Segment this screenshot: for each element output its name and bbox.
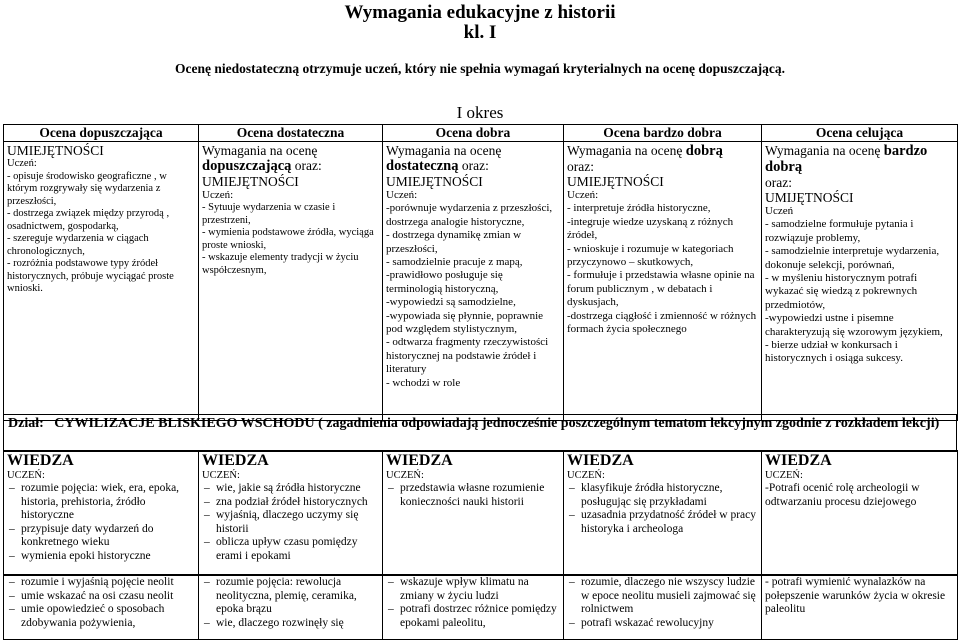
knowledge-item: – uzasadnia przydatność źródeł w pracy historyka i archeologa (567, 509, 758, 536)
heading-pre: Wymagania na ocenę (202, 143, 318, 158)
knowledge-cell (383, 451, 564, 576)
requirement-line: - formułuje i przedstawia własne opinie na forum publicznym , w debatach i dyskusjach, (567, 269, 755, 309)
heading-post: oraz: (567, 159, 594, 174)
section-label: Dział: (8, 416, 44, 431)
knowledge-item: – przypisuje daty wydarzeń do konkretnego wieku (7, 523, 195, 550)
knowledge-item: -Potrafi ocenić rolę archeologii w odtwarzaniu procesu dziejowego (765, 482, 920, 508)
heading-pre: Wymagania na ocenę (386, 143, 502, 158)
skills-heading: UMIJĘTNOŚCI (765, 190, 854, 205)
uczen-label: UCZEŃ: (386, 470, 424, 481)
column-heading (765, 143, 954, 190)
requirements-cell (199, 142, 383, 421)
grade-header-row (4, 125, 958, 142)
knowledge-cell (564, 451, 762, 576)
section-title: CYWILIZACJE BLISKIEGO WSCHODU ( zagadnienia odpowiadają jednocześnie poszczególnym tematom lekcyjnym zgodnie z rozkładem lekcji) (54, 416, 940, 431)
heading-grade: bardzo dobrą (765, 143, 928, 175)
knowledge-heading: WIEDZA (7, 452, 74, 469)
period-heading: I okres (456, 103, 504, 122)
knowledge-heading: WIEDZA (567, 452, 634, 469)
requirement-line: - bierze udział w konkursach i historycznych i osiąga sukcesy. (765, 339, 903, 365)
knowledge-heading: WIEDZA (765, 452, 832, 469)
requirement-line: - dostrzega związek między przyrodą , osadnictwem, gospodarką, (7, 208, 170, 232)
requirement-line: -wypowiedzi są samodzielne, (386, 296, 516, 309)
column-heading (386, 143, 560, 174)
knowledge-item: – umie wskazać na osi czasu neolit (7, 590, 195, 604)
requirement-line: - Sytuuje wydarzenia w czasie i przestrzeni, (202, 202, 336, 226)
knowledge-cell (199, 575, 383, 640)
heading-post: oraz: (461, 158, 489, 173)
requirement-line: - samodzielnie interpretuje wydarzenia, dokonuje selekcji, porównań, (765, 245, 940, 271)
page-title: Wymagania edukacyjne z historii (344, 2, 616, 23)
knowledge-item: – rozumie pojęcia: wiek, era, epoka, historia, prehistoria, źródło historyczne (7, 482, 195, 523)
knowledge-item: – rozumie pojęcia: rewolucja neolityczna, plemię, ceramika, epoka brązu (202, 576, 379, 617)
knowledge-item: – oblicza upływ czasu pomiędzy erami i epokami (202, 536, 379, 563)
grade-header: Ocena dobra (383, 125, 564, 142)
requirement-line: - wymienia podstawowe źródła, wyciąga proste wnioski, (202, 227, 374, 251)
knowledge-item: - potrafi wymienić wynalazków na połepszenie warunków życia w okresie paleolitu (765, 576, 946, 615)
uczen-label: Uczeń: (202, 189, 234, 201)
requirement-line: -wypowiada się płynnie, poprawnie pod względem stylistycznym, (386, 309, 544, 336)
uczen-label: Uczeń: (567, 189, 599, 201)
requirement-line: -dostrzega ciągłość i zmienność w różnych formach życia społecznego (567, 309, 757, 336)
requirement-line: - odtwarza fragmenty rzeczywistości historycznej na podstawie źródeł i literatury (386, 336, 549, 376)
knowledge-heading: WIEDZA (202, 452, 269, 469)
requirement-line: -porównuje wydarzenia z przeszłości, dostrzega analogie historyczne, (386, 202, 553, 228)
section-table (3, 414, 957, 452)
heading-post: oraz: (294, 158, 322, 173)
grade-header: Ocena dostateczna (199, 125, 383, 142)
requirement-line: - interpretuje źródła historyczne, (567, 202, 711, 215)
knowledge-item: – potrafi dostrzec różnice pomiędzy epokami paleolitu, (386, 603, 560, 630)
heading-grade: dobrą (685, 143, 723, 159)
requirements-cell (564, 142, 762, 421)
intro-text: Ocenę niedostateczną otrzymuje uczeń, który nie spełnia wymagań kryterialnych na ocenę dopuszczającą. (174, 61, 786, 76)
knowledge-item: – przedstawia własne rozumienie konieczności nauki historii (386, 482, 560, 509)
requirement-line: - samodzielnie pracuje z mapą, (386, 256, 523, 269)
uczen-label: Uczeń: (386, 189, 418, 201)
uczen-label: UCZEŃ: (7, 470, 45, 481)
uczen-label: Uczeń: (7, 158, 37, 169)
grade-header: Ocena dopuszczająca (4, 125, 199, 142)
knowledge-item: – wie, jakie są źródła historyczne (202, 482, 379, 496)
knowledge-cell (383, 575, 564, 640)
knowledge-item: – klasyfikuje źródła historyczne, posługując się przykładami (567, 482, 758, 509)
requirements-cell (762, 142, 958, 421)
skills-heading: UMIEJĘTNOŚCI (7, 143, 104, 158)
heading-pre: Wymagania na ocenę (765, 143, 881, 158)
requirement-line: - dostrzega dynamikę zmian w przeszłości, (386, 229, 522, 255)
heading-post: oraz: (765, 175, 792, 190)
requirement-line: - opisuje środowisko geograficzne , w którym rozgrywały się wydarzenia z przeszłości, (7, 170, 167, 207)
uczen-label: UCZEŃ: (567, 470, 605, 481)
knowledge-cell (4, 451, 199, 576)
requirement-line: -prawidłowo posługuje się terminologią historyczną, (386, 269, 503, 295)
skills-heading: UMIEJĘTNOŚCI (567, 174, 664, 189)
skills-heading: UMIEJĘTNOŚCI (386, 174, 483, 189)
knowledge-item: – wymienia epoki historyczne (7, 550, 195, 564)
knowledge-cell (4, 575, 199, 640)
requirements-row (4, 142, 958, 421)
requirement-line: - rozróżnia podstawowe typy źródeł historycznych, próbuje wyciągać proste wnioski. (7, 258, 174, 294)
requirement-line: -wypowiedzi ustne i pisemne charakteryzują się wzorowym językiem, (765, 312, 943, 338)
requirement-line: - w myśleniu historycznym potrafi wykazać się wiedzą z pokrewnych przedmiotów, (765, 272, 918, 311)
heading-grade: dopuszczającą (202, 158, 292, 174)
knowledge-cell (199, 451, 383, 576)
knowledge-cell (762, 575, 958, 640)
requirement-line: - wskazuje elementy tradycji w życiu współczesnym, (202, 252, 359, 276)
skills-heading: UMIEJĘTNOŚCI (202, 174, 299, 189)
page-subtitle: kl. I (463, 22, 497, 43)
heading-grade: dostateczną (386, 158, 459, 174)
knowledge-item: – wskazuje wpływ klimatu na zmiany w życiu ludzi (386, 576, 560, 603)
section-cell (4, 415, 957, 452)
grades-table (3, 124, 958, 421)
grade-header: Ocena bardzo dobra (564, 125, 762, 142)
knowledge-item: – zna podział źródeł historycznych (202, 496, 379, 510)
knowledge-table-2 (3, 574, 958, 640)
heading-pre: Wymagania na ocenę (567, 143, 683, 158)
knowledge-item: – rozumie, dlaczego nie wszyscy ludzie w epoce neolitu musieli zajmować się rolnictwem (567, 576, 758, 617)
column-heading (202, 143, 379, 174)
uczen-label: Uczeń (765, 205, 794, 217)
knowledge-item: – wie, dlaczego rozwinęły się (202, 617, 379, 631)
knowledge-item: – umie opowiedzieć o sposobach zdobywania pożywienia, (7, 603, 195, 630)
requirement-line: - wchodzi w role (386, 376, 461, 389)
knowledge-item: – wyjaśnią, dlaczego uczymy się historii (202, 509, 379, 536)
knowledge-heading: WIEDZA (386, 452, 453, 469)
knowledge-table (3, 450, 958, 576)
uczen-label: UCZEŃ: (202, 470, 240, 481)
knowledge-cell (762, 451, 958, 576)
knowledge-item: – potrafi wskazać rewolucyjny (567, 617, 758, 631)
requirements-cell (383, 142, 564, 421)
requirement-line: - szereguje wydarzenia w ciągach chronologicznych, (7, 233, 149, 257)
requirements-cell (4, 142, 199, 421)
uczen-label: UCZEŃ: (765, 470, 803, 481)
grade-header: Ocena celująca (762, 125, 958, 142)
column-heading (567, 143, 758, 174)
requirement-line: - wnioskuje i rozumuje w kategoriach przyczynowo – skutkowych, (567, 242, 734, 269)
knowledge-cell (564, 575, 762, 640)
knowledge-item: – rozumie i wyjaśnią pojęcie neolit (7, 576, 195, 590)
requirement-line: -integruje wiedze uzyskaną z różnych źródeł, (567, 215, 734, 242)
requirement-line: - samodzielne formułuje pytania i rozwiązuje problemy, (765, 218, 914, 244)
